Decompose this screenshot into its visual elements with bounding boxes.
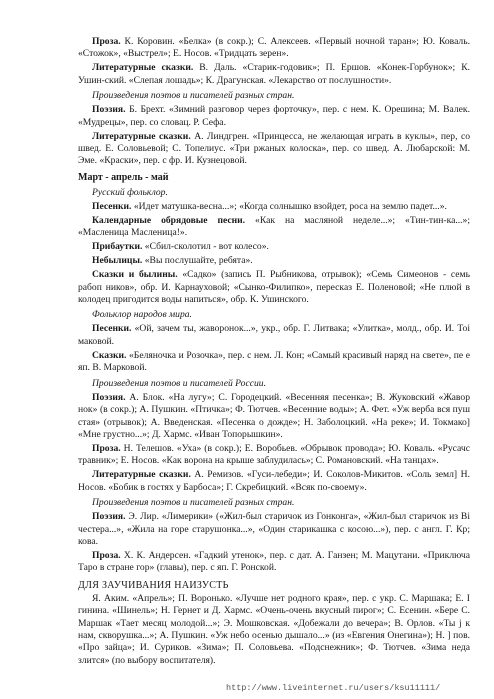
paragraph-label: Литературные сказки.	[92, 469, 191, 481]
paragraph-label: Литературные сказки.	[92, 62, 194, 74]
paragraph-text: А. Блок. «На лугу»; С. Городецкий. «Весенняя песенка»; В. Жуковский «Жавор нок» (в сокр.); А. Пушкин. «Птичка»; Ф. Тютчев. «Весенние воды»; А. Фет. «Уж верба вся пуш стая» (отрывок); А. Введенская. «Песенка о дожде»; Н. Заболоцкий. «На реке»; И. Токмако] «Мне грустно...»; Д. Хармс. «Иван Топорышкин».	[78, 391, 470, 440]
text-paragraph	[78, 443, 470, 468]
text-paragraph	[78, 201, 470, 213]
paragraph-label: Поэзия.	[92, 104, 126, 116]
paragraph-label: Поэзия.	[92, 511, 126, 523]
text-paragraph	[78, 350, 470, 375]
paragraph-text: Э. Лир. «Лимерики» («Жил-был старичок из Гонконга», «Жил-был старичок из Ві честера...», «Жила на горе старушонка...», «Один старикашка с косою...»), пер. с англ. Г. Кр; кова.	[78, 511, 470, 547]
text-paragraph	[78, 36, 470, 61]
text-paragraph	[78, 131, 470, 168]
paragraph-text: «Как на масляной неделе...»; «Тин-тин-ка...»; «Масленица Масленица!».	[78, 214, 470, 239]
text-paragraph	[78, 323, 470, 348]
paragraph-text: А. Линдгрен. «Принцесса, не желающая играть в куклы», пер, со швед. Е. Соловьевой; С. Топелиус. «Три ржаных колоска», пер. со швед. А. Любарской: М. Эме. «Краски», пер. с фр. И. Кузнецовой.	[78, 130, 470, 167]
paragraph-label: Сказки и былины.	[92, 269, 178, 281]
paragraph-text: Б. Брехт. «Зимний разговор через форточку», пер. с нем. К. Орешина; М. Валек. «Мудрецы», пер. со словац. Р. Сефа.	[78, 104, 470, 128]
section-heading: Март - апрель - май	[78, 171, 169, 183]
text-paragraph	[78, 392, 470, 442]
section-subtitle: Произведения поэтов и писателей России.	[92, 377, 266, 389]
paragraph-label: Песенки.	[92, 200, 132, 212]
paragraph-text: А. Ремизов. «Гуси-лебеди»; И. Соколов-Микитов. «Соль земл] Н. Носов. «Бобик в гостях у Барбоса»; Г. Скребицкий. «Всяк по-своему».	[78, 469, 470, 493]
paragraph-text: Х. К. Андерсен. «Гадкий утенок», пер. с дат. А. Ганзен; М. Мацутани. «Приключа Таро в стране гор» (главы), пер. с яп. Г. Ронской.	[78, 549, 470, 574]
paragraph-label: Проза.	[92, 549, 121, 561]
section-heading-caps: ДЛЯ ЗАУЧИВАНИЯ НАИЗУСТЬ	[78, 579, 229, 591]
section-subtitle: Произведения поэтов и писателей разных стран.	[92, 90, 295, 102]
paragraph-text: Н. Телешов. «Уха» (в сокр.); Е. Воробьев. «Обрывок провода»; Ю. Коваль. «Русачс травник»; Е. Носов. «Как ворона на крыше заблудилась»; С. Романовский. «На танцах».	[78, 442, 470, 467]
paragraph-text: «Вы послушайте, ребята».	[142, 255, 253, 267]
text-paragraph	[78, 255, 470, 267]
text-paragraph	[78, 241, 470, 253]
paragraph-text: К. Коровин. «Белка» (в сокр.); С. Алексеев. «Первый ночной таран»; Ю. Коваль. «Стожок», «Выстрел»; Е. Носов. «Тридцать зерен».	[78, 36, 470, 60]
text-paragraph	[78, 469, 470, 494]
paragraph-label: Проза.	[92, 442, 121, 454]
paragraph-label: Песенки.	[92, 323, 132, 335]
text-paragraph	[78, 550, 470, 575]
section-subtitle: Русский фольклор.	[92, 186, 168, 198]
paragraph-label: Небылицы.	[92, 255, 143, 267]
section-subtitle: Произведения поэтов и писателей разных стран.	[92, 497, 295, 509]
paragraph-label: Календарные обрядовые песни.	[92, 214, 246, 226]
paragraph-label: Литературные сказки.	[92, 130, 191, 142]
paragraph-text: Я. Аким. «Апрель»; П. Воронько. «Лучше нет родного края», пер. с укр. С. Маршака; Е. I гинина. «Шинель»; Н. Гернет и Д. Хармс. «Очень-очень вкусный пирог»; С. Есенин. «Бере С. Маршак «Тает месяц молодой...»; Э. Мошковская. «Добежали до вечера»; В. Орлов. «Ты j к нам, скворушка...»; А. Пушкин. «Уж небо осенью дышало...» (из «Евгения Онегина»); Н. ] пов. «Про зайца»; И. Суриков. «Зима»; П. Соловьева. «Подснежник»; Ф. Тютчев. «Зима неда злится» (по выбору воспитателя).	[78, 592, 470, 666]
paragraph-text: В. Даль. «Старик-годовик»; П. Ершов. «Конек-Горбунок»; К. Ушин-ский. «Слепая лошадь»; К. Драгунская. «Лекарство от послушности».	[78, 62, 470, 86]
text-paragraph	[78, 593, 470, 667]
text-paragraph	[78, 62, 470, 87]
section-subtitle: Фольклор народов мира.	[92, 309, 192, 321]
text-paragraph	[78, 215, 470, 240]
source-url[interactable]: http://www.liveinternet.ru/users/ksu11111/	[226, 683, 441, 693]
paragraph-text: «Идет матушка-весна...»; «Когда солнышко взойдет, роса на землю падет...».	[131, 200, 447, 212]
document-page	[78, 36, 470, 669]
paragraph-text: «Садко» (запись П. Рыбникова, отрывок); «Семь Симеонов - семь рабоп ников», обр. И. Карнауховой; «Сынко-Филипко», пересказ Е. Поленовой; «Не плюй в колодец пригодится воды напиться», обр. К. Ушинского.	[78, 269, 470, 306]
text-paragraph	[78, 269, 470, 306]
paragraph-label: Проза.	[92, 36, 121, 47]
paragraph-text: «Ой, зачем ты, жаворонок...», укр., обр. Г. Литвака; «Улитка», молд., обр. И. Toi маковой.	[78, 323, 470, 347]
paragraph-text: «Сбил-сколотил - вот колесо».	[142, 241, 269, 253]
paragraph-label: Прибаутки.	[92, 241, 143, 253]
paragraph-label: Сказки.	[92, 349, 127, 361]
text-paragraph	[78, 104, 470, 129]
paragraph-label: Поэзия.	[92, 391, 126, 403]
paragraph-text: «Беляночка и Розочка», пер. с нем. Л. Кон; «Самый красивый наряд на свете», пе е яп. В. Марковой.	[78, 349, 470, 374]
text-paragraph	[78, 511, 470, 548]
